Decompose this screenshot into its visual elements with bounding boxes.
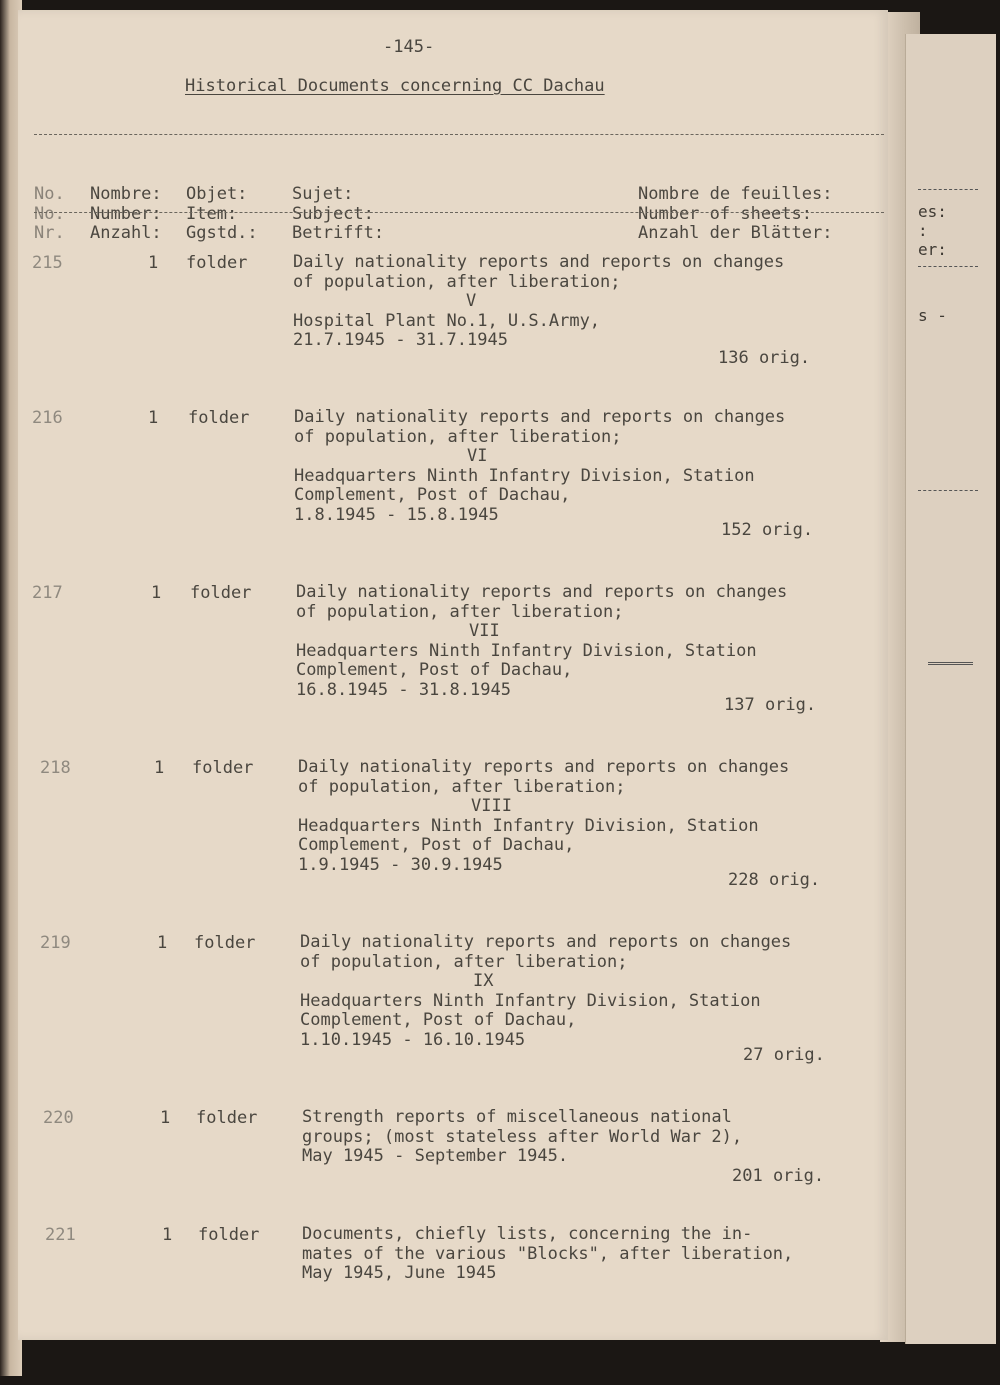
entry-sheets: 137 orig.	[724, 695, 817, 715]
list-item	[18, 408, 888, 568]
entry-object: folder	[196, 1108, 258, 1128]
underlying-page-fragment: es:	[918, 202, 947, 221]
list-item	[18, 933, 888, 1093]
entry-description: Daily nationality reports and reports on changes of population, after liberation; VI Headquarters Ninth Infantry Division, Station Complement, Post of Dachau, 1.8.1945 - 15.8.1945	[294, 407, 786, 525]
entry-description: Daily nationality reports and reports on changes of population, after liberation; VIII Headquarters Ninth Infantry Division, Station Complement, Post of Dachau, 1.9.1945 - 30.9.1945	[298, 757, 790, 875]
entry-sheets: 136 orig.	[718, 348, 811, 368]
entry-number: 218	[40, 758, 71, 778]
page-number: -145-	[383, 37, 435, 57]
column-header-object: Objet: Item: Ggstd.:	[186, 184, 258, 243]
entry-count: 1	[154, 758, 165, 778]
entry-count: 1	[148, 253, 159, 273]
entry-number: 219	[40, 933, 71, 953]
header-rule-top	[34, 134, 884, 135]
underlying-page-rule	[918, 189, 978, 190]
underlying-page-rule	[918, 490, 978, 491]
underlying-page-rule	[918, 266, 978, 267]
entry-sheets: 152 orig.	[721, 520, 814, 540]
underlying-page-double-rule	[928, 662, 973, 665]
header-rule-bottom	[34, 212, 884, 213]
list-item	[18, 583, 888, 743]
entry-count: 1	[162, 1225, 173, 1245]
entry-object: folder	[190, 583, 252, 603]
entry-number: 216	[32, 408, 63, 428]
column-header-count: Nombre: Number: Anzahl:	[90, 184, 162, 243]
entry-object: folder	[198, 1225, 260, 1245]
entry-number: 221	[45, 1225, 76, 1245]
entry-object: folder	[188, 408, 250, 428]
entry-number: 220	[43, 1108, 74, 1128]
entry-count: 1	[148, 408, 159, 428]
underlying-page-fragment: er:	[918, 240, 947, 259]
entry-count: 1	[157, 933, 168, 953]
entry-object: folder	[192, 758, 254, 778]
column-header-subject: Sujet: Subject: Betrifft:	[292, 184, 385, 243]
entry-number: 215	[32, 253, 63, 273]
column-header-sheets: Nombre de feuilles: Number of sheets: Anzahl der Blätter:	[638, 184, 833, 243]
underlying-page	[905, 34, 996, 1344]
entry-description: Daily nationality reports and reports on changes of population, after liberation; VII Headquarters Ninth Infantry Division, Station Complement, Post of Dachau, 16.8.1945 - 31.8.1945	[296, 582, 788, 700]
entry-number: 217	[32, 583, 63, 603]
page-title: Historical Documents concerning CC Dachau	[185, 76, 605, 96]
entry-count: 1	[160, 1108, 171, 1128]
list-item	[18, 1225, 888, 1385]
list-item	[18, 758, 888, 918]
entry-description: Daily nationality reports and reports on changes of population, after liberation; IX Headquarters Ninth Infantry Division, Station Complement, Post of Dachau, 1.10.1945 - 16.10.1945	[300, 932, 792, 1050]
underlying-page-fragment: :	[918, 221, 928, 240]
entry-count: 1	[151, 583, 162, 603]
entry-object: folder	[194, 933, 256, 953]
entry-description: Strength reports of miscellaneous national groups; (most stateless after World War 2), May 1945 - September 1945.	[302, 1107, 743, 1166]
document-page	[18, 10, 888, 1340]
entry-description: Documents, chiefly lists, concerning the in- mates of the various "Blocks", after liberation, May 1945, June 1945	[302, 1224, 794, 1283]
column-header-no: No. No. Nr.	[34, 184, 65, 243]
entry-sheets: 201 orig.	[732, 1166, 825, 1186]
entry-sheets: 228 orig.	[728, 870, 821, 890]
entry-description: Daily nationality reports and reports on changes of population, after liberation; V Hospital Plant No.1, U.S.Army, 21.7.1945 - 31.7.1945	[293, 252, 785, 350]
underlying-page-fragment: s -	[918, 306, 947, 325]
entry-object: folder	[186, 253, 248, 273]
entry-sheets: 27 orig.	[743, 1045, 825, 1065]
list-item	[18, 253, 888, 413]
